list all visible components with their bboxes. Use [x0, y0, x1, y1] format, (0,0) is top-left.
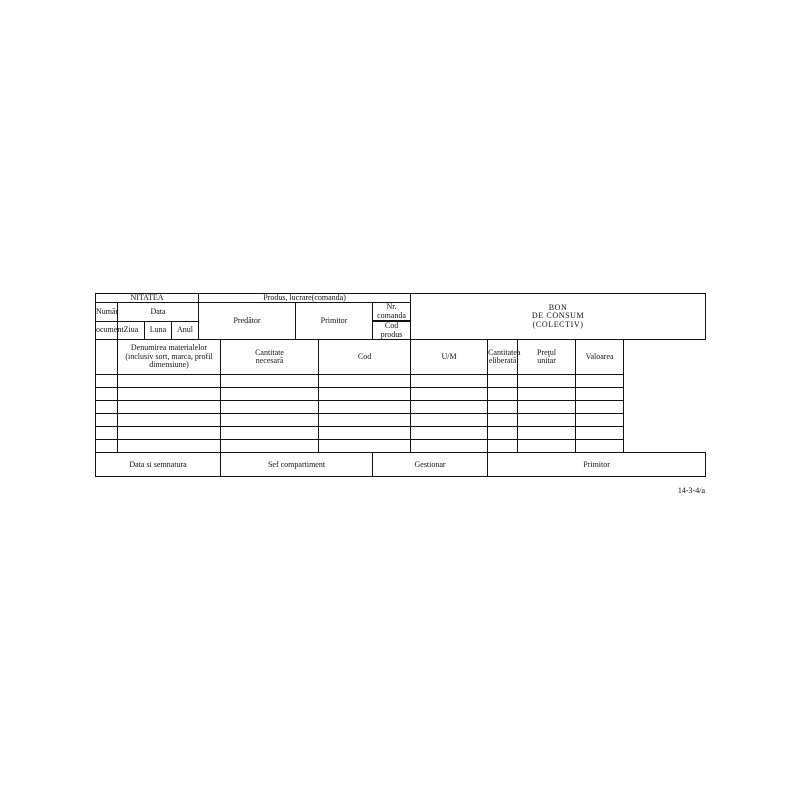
table-row[interactable] — [96, 387, 706, 400]
column-header-cantitate-necesara-l1: Cantitate — [255, 347, 284, 357]
cell-valoarea[interactable] — [576, 387, 624, 400]
cell-cod[interactable] — [319, 439, 411, 452]
cell-cantitate-eliberata[interactable] — [488, 413, 518, 426]
title-line-2: DE CONSUM — [531, 311, 585, 321]
column-header-pret-unitar — [518, 339, 576, 374]
cell-cantitate-necesara[interactable] — [221, 374, 319, 387]
cell-pret-unitar[interactable] — [518, 426, 576, 439]
column-header-valoarea — [576, 339, 624, 374]
cell-nr[interactable] — [96, 374, 118, 387]
primitor-label: Primitor — [296, 303, 373, 340]
form-code-footnote: 14-3-4/a — [677, 486, 705, 495]
cell-nr[interactable] — [96, 400, 118, 413]
gestionar-label: Gestionar — [373, 452, 488, 476]
cell-cod[interactable] — [319, 413, 411, 426]
column-header-cod — [319, 339, 411, 374]
header-row-1 — [96, 294, 706, 303]
cell-cantitate-eliberata[interactable] — [488, 374, 518, 387]
column-header-pret-unitar-l1: Preţul — [537, 347, 557, 357]
cell-denumire[interactable] — [118, 400, 221, 413]
cell-cod[interactable] — [319, 400, 411, 413]
column-header-denumire-l2: (inclusiv sort, marca, profil — [125, 351, 213, 361]
table-row[interactable] — [96, 400, 706, 413]
column-header-denumire-l3: dimensiune) — [149, 360, 189, 370]
data-luna: Luna — [145, 322, 172, 340]
cell-denumire[interactable] — [118, 439, 221, 452]
cell-valoarea[interactable] — [576, 413, 624, 426]
unit-label: NITATEA — [96, 294, 199, 303]
cell-cantitate-necesara[interactable] — [221, 413, 319, 426]
table-row[interactable] — [96, 374, 706, 387]
cell-cantitate-eliberata[interactable] — [488, 426, 518, 439]
consumption-form — [95, 293, 705, 477]
column-header-pret-unitar-l2: unitar — [537, 355, 556, 365]
signature-row[interactable] — [96, 452, 706, 476]
cod-produs-label: Cod produs — [373, 322, 411, 340]
column-header-valoarea-l1: Valoarea — [585, 351, 614, 361]
sef-compartiment-label: Sef compartiment — [221, 452, 373, 476]
title-line-1: BON — [548, 302, 568, 312]
document-number-label-bottom: ocument — [96, 322, 118, 340]
column-header-um — [411, 339, 488, 374]
cell-um[interactable] — [411, 439, 488, 452]
column-header-denumire-l1: Denumirea materialelor — [130, 343, 208, 353]
predator-label: Predător — [199, 303, 296, 340]
cell-nr[interactable] — [96, 439, 118, 452]
cell-um[interactable] — [411, 413, 488, 426]
cell-pret-unitar[interactable] — [518, 374, 576, 387]
column-header-cantitate-eliberata-l1: Cantitatea — [488, 347, 521, 357]
cell-valoarea[interactable] — [576, 374, 624, 387]
cell-cod[interactable] — [319, 426, 411, 439]
cell-cantitate-eliberata[interactable] — [488, 400, 518, 413]
table-row[interactable] — [96, 439, 706, 452]
cell-cantitate-necesara[interactable] — [221, 426, 319, 439]
primitor-signature-label: Primitor — [488, 452, 706, 476]
cell-cantitate-necesara[interactable] — [221, 387, 319, 400]
cell-cantitate-necesara[interactable] — [221, 439, 319, 452]
cell-pret-unitar[interactable] — [518, 439, 576, 452]
cell-cod[interactable] — [319, 387, 411, 400]
column-header-cantitate-eliberata — [488, 339, 521, 374]
cell-um[interactable] — [411, 387, 488, 400]
column-header-um-l1: U/M — [441, 351, 457, 361]
cell-pret-unitar[interactable] — [518, 400, 576, 413]
cell-nr[interactable] — [96, 413, 118, 426]
cell-pret-unitar[interactable] — [518, 387, 576, 400]
data-label: Data — [118, 303, 199, 322]
data-anul: Anul — [172, 322, 199, 340]
cell-cantitate-necesara[interactable] — [221, 400, 319, 413]
table-row[interactable] — [96, 413, 706, 426]
nr-comanda-label — [373, 303, 411, 322]
document-number-label-top: Număr — [96, 303, 118, 322]
cell-um[interactable] — [411, 374, 488, 387]
cell-valoarea[interactable] — [576, 439, 624, 452]
cell-cod[interactable] — [319, 374, 411, 387]
column-header-cantitate-necesara — [221, 339, 319, 374]
cell-denumire[interactable] — [118, 426, 221, 439]
cell-um[interactable] — [411, 400, 488, 413]
column-header-nr — [96, 339, 118, 374]
cell-valoarea[interactable] — [576, 400, 624, 413]
cell-um[interactable] — [411, 426, 488, 439]
column-header-denumire — [118, 339, 221, 374]
column-header-row — [96, 339, 706, 374]
cell-denumire[interactable] — [118, 387, 221, 400]
column-header-cantitate-eliberata-l2: eliberată — [488, 355, 517, 365]
product-label: Produs, lucrare(comanda) — [199, 294, 411, 303]
column-header-cantitate-necesara-l2: necesară — [255, 355, 284, 365]
form-table — [95, 293, 706, 477]
cell-valoarea[interactable] — [576, 426, 624, 439]
table-row[interactable] — [96, 426, 706, 439]
cell-pret-unitar[interactable] — [518, 413, 576, 426]
cell-nr[interactable] — [96, 426, 118, 439]
column-header-cod-l1: Cod — [357, 351, 372, 361]
nr-comanda-text: Nr. comanda — [373, 303, 410, 321]
cell-denumire[interactable] — [118, 374, 221, 387]
cell-cantitate-eliberata[interactable] — [488, 387, 518, 400]
cell-nr[interactable] — [96, 387, 118, 400]
data-ziua: Ziua — [118, 322, 145, 340]
title-line-3: (COLECTIV) — [532, 319, 584, 329]
date-signature-label: Data si semnatura — [96, 452, 221, 476]
cell-cantitate-eliberata[interactable] — [488, 439, 518, 452]
document-title — [411, 294, 706, 340]
cell-denumire[interactable] — [118, 413, 221, 426]
